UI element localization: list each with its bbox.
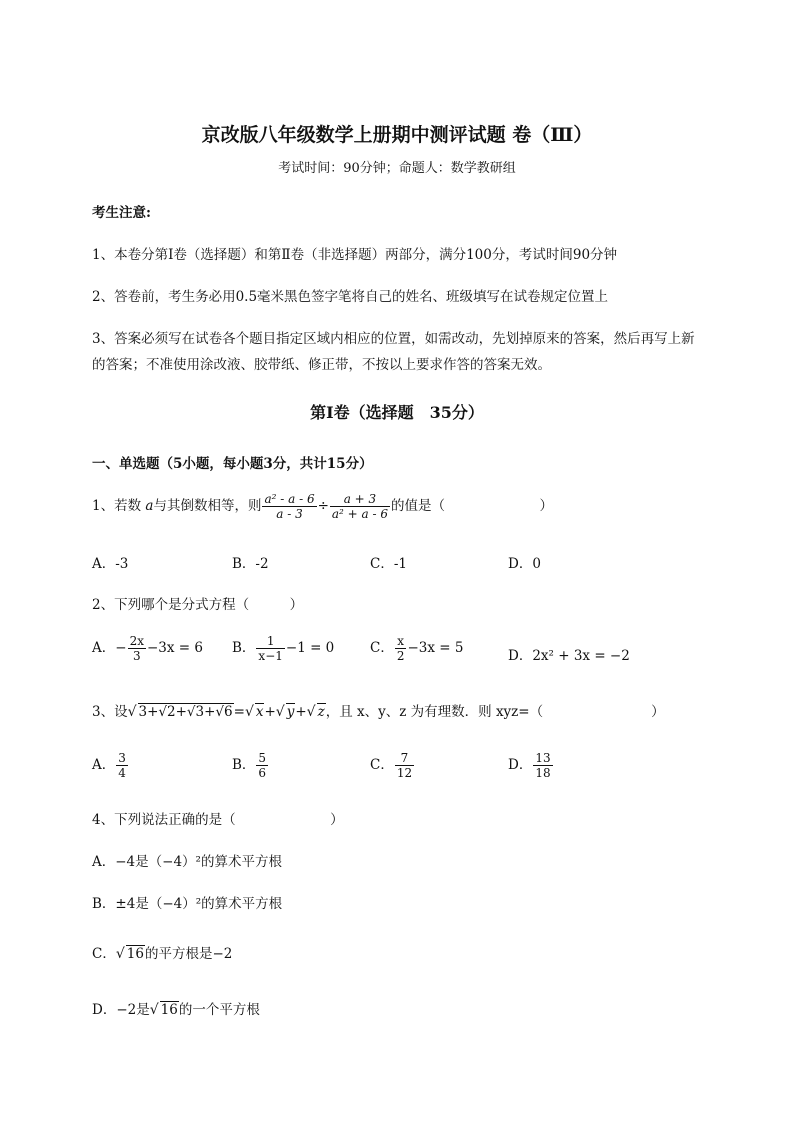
q2-c-num: x: [397, 634, 405, 648]
q3-sqrt-x-sign: √: [244, 704, 254, 720]
q4-d-rest: 的一个平方根: [178, 1002, 260, 1018]
q3-option-b: [232, 751, 269, 780]
q3-option-c: [370, 751, 415, 780]
q1-var: a: [145, 498, 154, 514]
q2-c-fraction: [395, 634, 407, 663]
q3-sqrt-z: z: [317, 704, 325, 720]
q2-a-den: 3: [128, 648, 146, 663]
q3-a-label: A．: [92, 757, 116, 773]
notice-item-1: 1、本卷分第I卷（选择题）和第Ⅱ卷（非选择题）两部分，满分100分，考试时间90分钟: [92, 247, 618, 263]
question-1: [92, 492, 553, 521]
q3-suffix: ，且 x、y、z 为有理数．则 xyz=（ ）: [325, 704, 665, 720]
q3-d-fraction: [533, 751, 552, 780]
q3-c-fraction: [395, 751, 414, 780]
q2-c-den: 2: [396, 649, 405, 663]
q2-b-den: x−1: [258, 649, 283, 663]
q2-a-fraction: [128, 634, 146, 663]
q2-option-c: [370, 634, 463, 663]
q3-d-label: D．: [508, 757, 533, 773]
q3-sqrt-y-sign: √: [275, 704, 285, 720]
q3-sqrt-z-sign: √: [306, 704, 316, 720]
q3-c-num: 7: [400, 751, 409, 765]
notice-heading: 考生注意:: [92, 205, 151, 221]
q3-c-label: C．: [370, 757, 394, 773]
q1-option-d: D．0: [508, 556, 541, 572]
q4-c-label: C．: [92, 946, 116, 962]
question-2: 2、下列哪个是分式方程（ ）: [92, 597, 304, 613]
q4-option-a: A．−4是（−4）²的算术平方根: [92, 854, 282, 870]
page-title: 京改版八年级数学上册期中测评试题 卷（Ⅲ）: [201, 124, 593, 146]
q2-a-rest: −3x = 6: [146, 640, 203, 656]
q4-c-rest: 的平方根是−2: [144, 946, 233, 962]
q1-fraction-1: [262, 492, 316, 521]
q1-sep: ÷: [317, 498, 329, 514]
q2-b-label: B．: [232, 640, 256, 656]
q2-b-num: 1: [266, 634, 275, 648]
q2-c-label: C．: [370, 640, 394, 656]
q1-f2-den: a² + a - 6: [331, 507, 389, 521]
q3-b-num: 5: [258, 751, 267, 765]
q3-a-den: 4: [118, 766, 126, 780]
q3-equals: =: [233, 704, 245, 720]
q4-c-radical-sign: √: [115, 946, 125, 962]
q3-radical-sign: √: [127, 704, 137, 720]
q3-c-den: 12: [396, 766, 413, 780]
q3-sqrt-y: y: [286, 704, 295, 720]
q1-option-b: B．-2: [232, 556, 269, 572]
q2-option-a: [92, 634, 203, 663]
q3-sqrt-x: x: [255, 704, 264, 720]
q4-option-d: [92, 998, 260, 1018]
exam-info: 考试时间：90分钟；命题人：数学教研组: [278, 161, 516, 176]
q1-option-a: A．-3: [92, 556, 129, 572]
q1-f1-num: a² - a - 6: [264, 492, 315, 506]
q1-f1-den: a - 3: [262, 506, 316, 521]
q4-d-radicand: 16: [160, 1002, 178, 1018]
q4-c-radicand: 16: [126, 946, 144, 962]
q3-option-d: [508, 751, 554, 780]
q3-plus-2: +: [295, 704, 307, 720]
q4-option-c: [92, 942, 232, 962]
q2-b-rest: −1 = 0: [285, 640, 335, 656]
q1-fraction-2: [330, 492, 390, 521]
q3-plus-1: +: [264, 704, 276, 720]
q2-a-sign: −: [115, 640, 127, 656]
q3-d-den: 18: [535, 766, 551, 780]
q1-mid: 与其倒数相等，则: [153, 498, 262, 514]
q3-b-fraction: [256, 751, 268, 780]
q2-option-b: [232, 634, 334, 663]
q2-a-num: 2x: [129, 634, 144, 648]
question-4: 4、下列说法正确的是（ ）: [92, 812, 344, 828]
q1-suffix: 的值是（ ）: [391, 498, 554, 514]
q4-d-label: D．−2是: [92, 1002, 150, 1018]
q1-f2-num: a + 3: [343, 492, 377, 506]
notice-item-3-cont: 的答案；不准使用涂改液、胶带纸、修正带，不按以上要求作答的答案无效。: [92, 357, 551, 373]
notice-item-3: 3、答案必须写在试卷各个题目指定区域内相应的位置，如需改动，先划掉原来的答案，然后再写上新: [92, 331, 695, 347]
q3-prefix: 3、设: [92, 704, 128, 720]
question-3: [92, 700, 665, 720]
q2-b-fraction: [256, 634, 284, 663]
q3-a-num: 3: [118, 751, 126, 765]
q2-option-d: D．2x² + 3x = −2: [508, 648, 630, 664]
q2-a-label: A．: [92, 640, 116, 656]
q3-b-den: 6: [258, 766, 267, 780]
section-title: 第I卷（选择题 35分）: [310, 403, 484, 422]
notice-item-2: 2、答卷前，考生务必用0.5毫米黑色签字笔将自己的姓名、班级填写在试卷规定位置上: [92, 289, 609, 305]
part-heading: 一、单选题（5小题，每小题3分，共计15分）: [92, 456, 373, 472]
q1-prefix: 1、若数: [92, 498, 146, 514]
q3-radicand: 3+√2+√3+√6: [138, 704, 233, 720]
q3-b-label: B．: [232, 757, 256, 773]
q4-option-b: B．±4是（−4）²的算术平方根: [92, 896, 283, 912]
q1-option-c: C．-1: [370, 556, 407, 572]
q3-d-num: 13: [535, 751, 551, 765]
q3-a-fraction: [116, 751, 128, 780]
q4-d-radical-sign: √: [149, 1002, 159, 1018]
q2-c-rest: −3x = 5: [407, 640, 464, 656]
q3-option-a: [92, 751, 129, 780]
